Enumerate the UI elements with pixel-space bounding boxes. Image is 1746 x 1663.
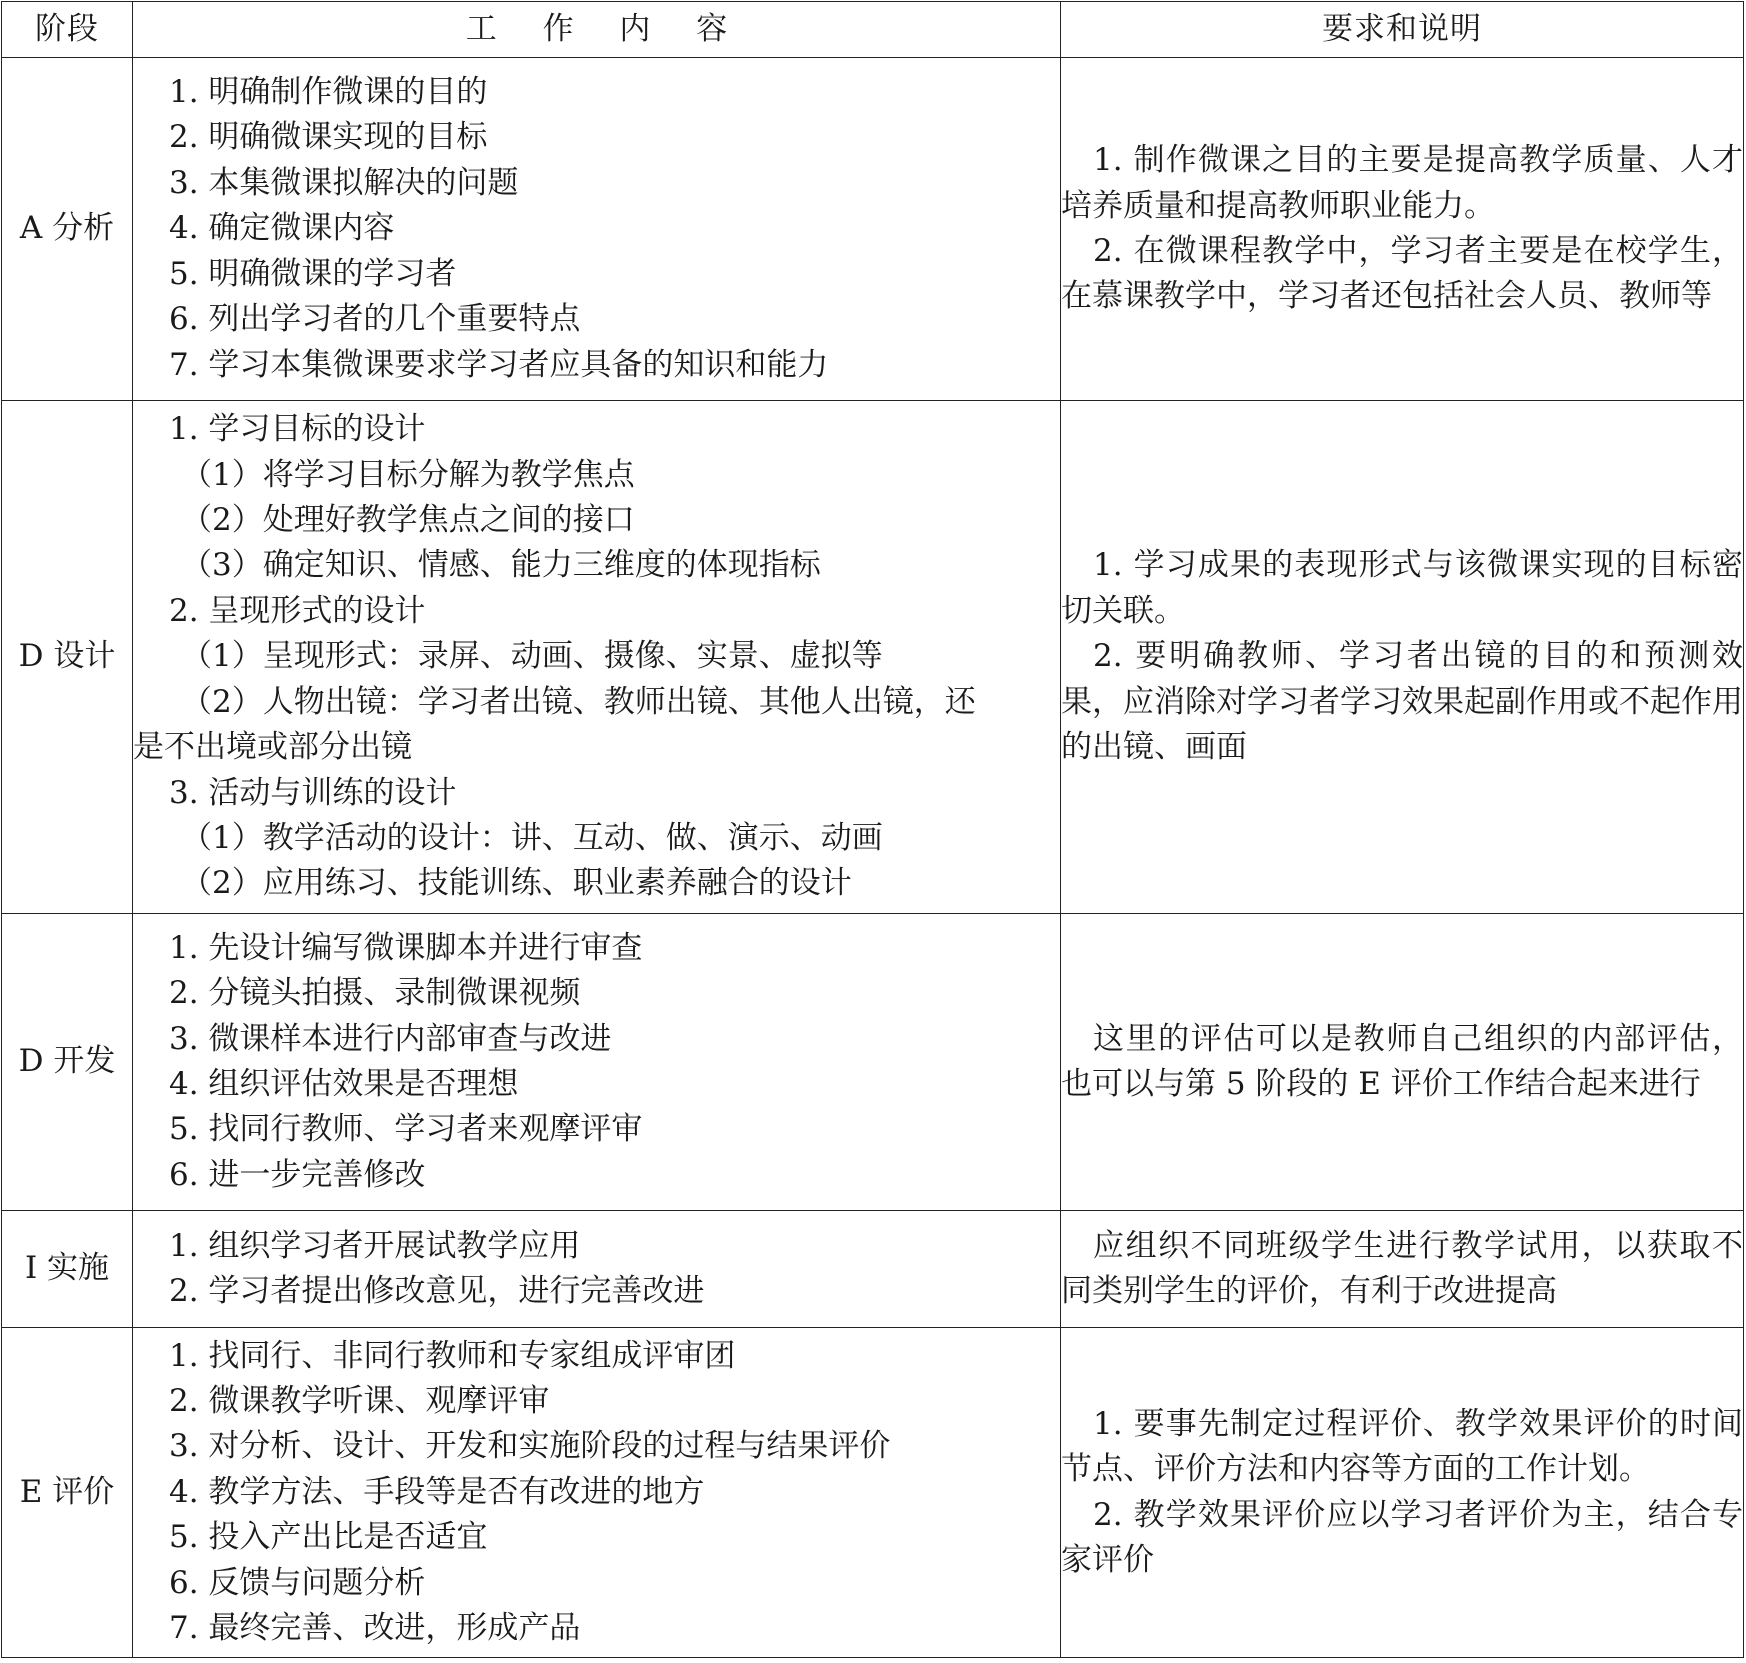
req-paragraph: 应组织不同班级学生进行教学试用，以获取不同类别学生的评价，有利于改进提高 [1061, 1227, 1743, 1309]
req-cell [1061, 1211, 1744, 1328]
work-subitem: （2）人物出镜：学习者出镜、教师出镜、其他人出镜，还 [181, 683, 976, 720]
req-paragraph: 2. 教学效果评价应以学习者评价为主，结合专家评价 [1061, 1496, 1743, 1578]
table-row [2, 1328, 1744, 1658]
work-item: 2. 呈现形式的设计 [169, 592, 426, 629]
req-paragraph: 1. 学习成果的表现形式与该微课实现的目标密切关联。 [1061, 547, 1743, 629]
stage-cell: A 分析 [2, 58, 133, 401]
req-paragraph: 1. 要事先制定过程评价、教学效果评价的时间节点、评价方法和内容等方面的工作计划。 [1061, 1405, 1743, 1488]
work-cell [133, 401, 1061, 914]
table-row [2, 1211, 1744, 1328]
req-cell [1061, 58, 1744, 401]
req-paragraph: 2. 要明确教师、学习者出镜的目的和预测效果，应消除对学习者学习效果起副作用或不起作用的出镜、画面 [1061, 638, 1743, 766]
work-item: 3. 对分析、设计、开发和实施阶段的过程与结果评价 [169, 1428, 891, 1465]
work-subitem: （1）将学习目标分解为教学焦点 [181, 456, 635, 493]
req-paragraph: 这里的评估可以是教师自己组织的内部评估，也可以与第 5 阶段的 E 评价工作结合起来进行 [1061, 1020, 1743, 1102]
stage-cell: I 实施 [2, 1211, 133, 1328]
header-work: 工 作 内 容 [133, 2, 1061, 58]
work-item: 6. 反馈与问题分析 [169, 1564, 426, 1601]
table-row [2, 914, 1744, 1211]
table-row [2, 58, 1744, 401]
req-cell [1061, 1328, 1744, 1658]
work-item: 6. 列出学习者的几个重要特点 [169, 301, 581, 338]
work-item: 5. 投入产出比是否适宜 [169, 1519, 488, 1556]
work-item: 7. 学习本集微课要求学习者应具备的知识和能力 [169, 346, 829, 383]
work-subitem: （1）呈现形式：录屏、动画、摄像、实景、虚拟等 [181, 638, 883, 675]
work-item: 3. 活动与训练的设计 [169, 774, 457, 811]
work-item: 7. 最终完善、改进，形成产品 [169, 1610, 581, 1647]
work-item: 2. 分镜头拍摄、录制微课视频 [169, 975, 581, 1012]
stage-cell: D 开发 [2, 914, 133, 1211]
stage-cell: E 评价 [2, 1328, 133, 1658]
header-req: 要求和说明 [1061, 2, 1744, 58]
work-subitem: （2）处理好教学焦点之间的接口 [181, 502, 635, 539]
work-item: 1. 组织学习者开展试教学应用 [169, 1227, 581, 1264]
work-item: 2. 学习者提出修改意见，进行完善改进 [169, 1273, 705, 1309]
work-subitem: （2）应用练习、技能训练、职业素养融合的设计 [181, 865, 852, 902]
work-item: 6. 进一步完善修改 [169, 1156, 426, 1193]
work-cell [133, 58, 1061, 401]
header-row [2, 2, 1744, 58]
work-item: 1. 先设计编写微课脚本并进行审查 [169, 929, 643, 966]
work-item: 3. 本集微课拟解决的问题 [169, 164, 519, 201]
work-item: 4. 确定微课内容 [169, 210, 395, 247]
work-item: 5. 找同行教师、学习者来观摩评审 [169, 1111, 643, 1148]
req-cell [1061, 401, 1744, 914]
req-paragraph: 1. 制作微课之目的主要是提高教学质量、人才培养质量和提高教师职业能力。 [1061, 142, 1743, 224]
work-item: 2. 明确微课实现的目标 [169, 119, 488, 156]
work-subitem-continuation: 是不出境或部分出镜 [133, 729, 412, 766]
work-item: 2. 微课教学听课、观摩评审 [169, 1382, 550, 1419]
work-cell [133, 914, 1061, 1211]
table-row [2, 401, 1744, 914]
addie-table [1, 1, 1744, 1658]
work-item: 1. 明确制作微课的目的 [169, 74, 488, 111]
work-cell [133, 1211, 1061, 1328]
work-subitem: （3）确定知识、情感、能力三维度的体现指标 [181, 547, 821, 584]
work-item: 4. 组织评估效果是否理想 [169, 1066, 519, 1102]
work-item: 1. 学习目标的设计 [169, 411, 426, 448]
work-item: 5. 明确微课的学习者 [169, 255, 457, 292]
work-item: 1. 找同行、非同行教师和专家组成评审团 [169, 1337, 736, 1374]
req-cell [1061, 914, 1744, 1211]
stage-cell: D 设计 [2, 401, 133, 914]
header-stage: 阶段 [2, 2, 133, 58]
work-item: 4. 教学方法、手段等是否有改进的地方 [169, 1473, 705, 1510]
work-subitem: （1）教学活动的设计：讲、互动、做、演示、动画 [181, 819, 883, 856]
req-paragraph: 2. 在微课程教学中，学习者主要是在校学生，在慕课教学中，学习者还包括社会人员、教师等 [1061, 233, 1743, 315]
work-item: 3. 微课样本进行内部审查与改进 [169, 1020, 612, 1057]
work-cell [133, 1328, 1061, 1658]
